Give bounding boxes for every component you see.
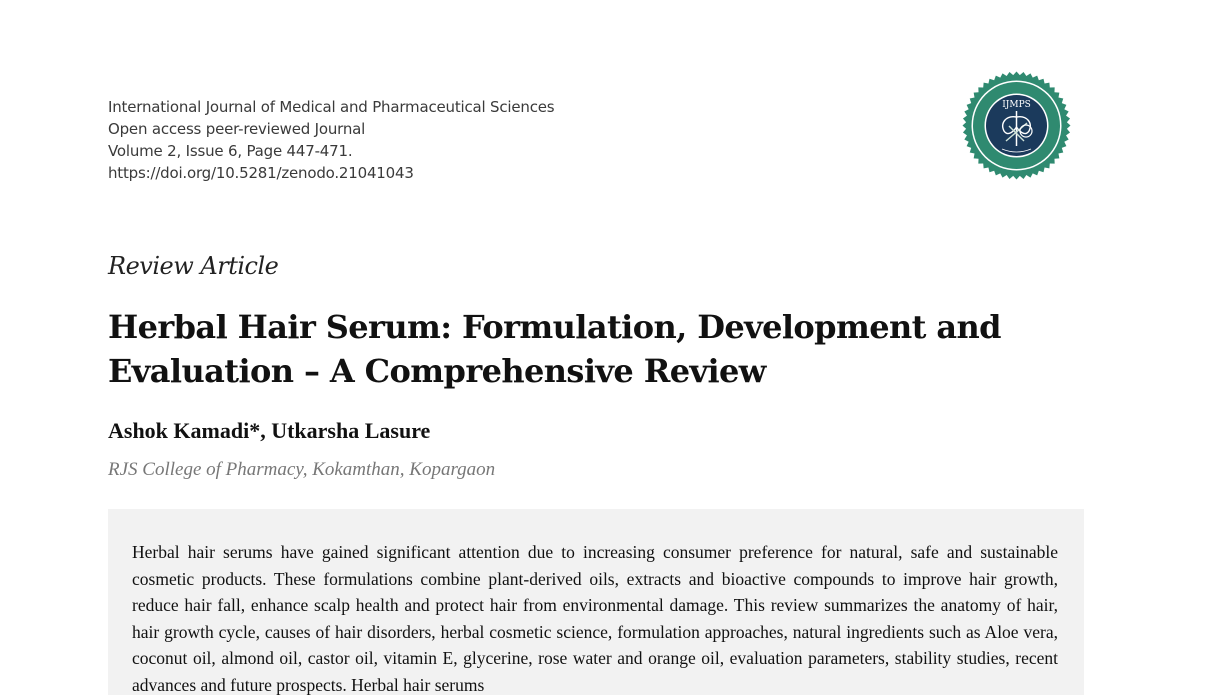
journal-access: Open access peer-reviewed Journal — [108, 120, 366, 138]
journal-doi-link[interactable]: https://doi.org/10.5281/zenodo.21041043 — [108, 164, 414, 182]
journal-seal-logo — [962, 71, 1071, 180]
journal-volume: Volume 2, Issue 6, Page 447-471. — [108, 142, 353, 160]
journal-name: International Journal of Medical and Pharmaceutical Sciences — [108, 98, 555, 116]
abstract-text: Herbal hair serums have gained significant attention due to increasing consumer preference for natural, safe and sustainable cosmetic products. These formulations combine plant-derived oils, extracts and bioactive compounds to improve hair growth, reduce hair fall, enhance scalp health and protect hair from environmental damage. This review summarizes the anatomy of hair, hair growth cycle, causes of hair disorders, herbal cosmetic science, formulation approaches, natural ingredients such as Aloe vera, coconut oil, almond oil, castor oil, vitamin E, glycerine, rose water and orange oil, evaluation parameters, stability studies, recent advances and future prospects. Herbal hair serums — [132, 542, 1058, 695]
author-affiliation: RJS College of Pharmacy, Kokamthan, Kopargaon — [108, 459, 496, 480]
paper-title-line-2: Evaluation – A Comprehensive Review — [108, 352, 766, 390]
paper-title — [108, 305, 1008, 393]
author-list: Ashok Kamadi*, Utkarsha Lasure — [108, 418, 431, 443]
article-type-label: Review Article — [108, 252, 279, 280]
seal-acronym: IJMPS — [1002, 100, 1031, 110]
abstract-section — [108, 509, 1084, 695]
paper-title-line-1: Herbal Hair Serum: Formulation, Development and — [108, 308, 1001, 346]
journal-info — [108, 96, 554, 184]
